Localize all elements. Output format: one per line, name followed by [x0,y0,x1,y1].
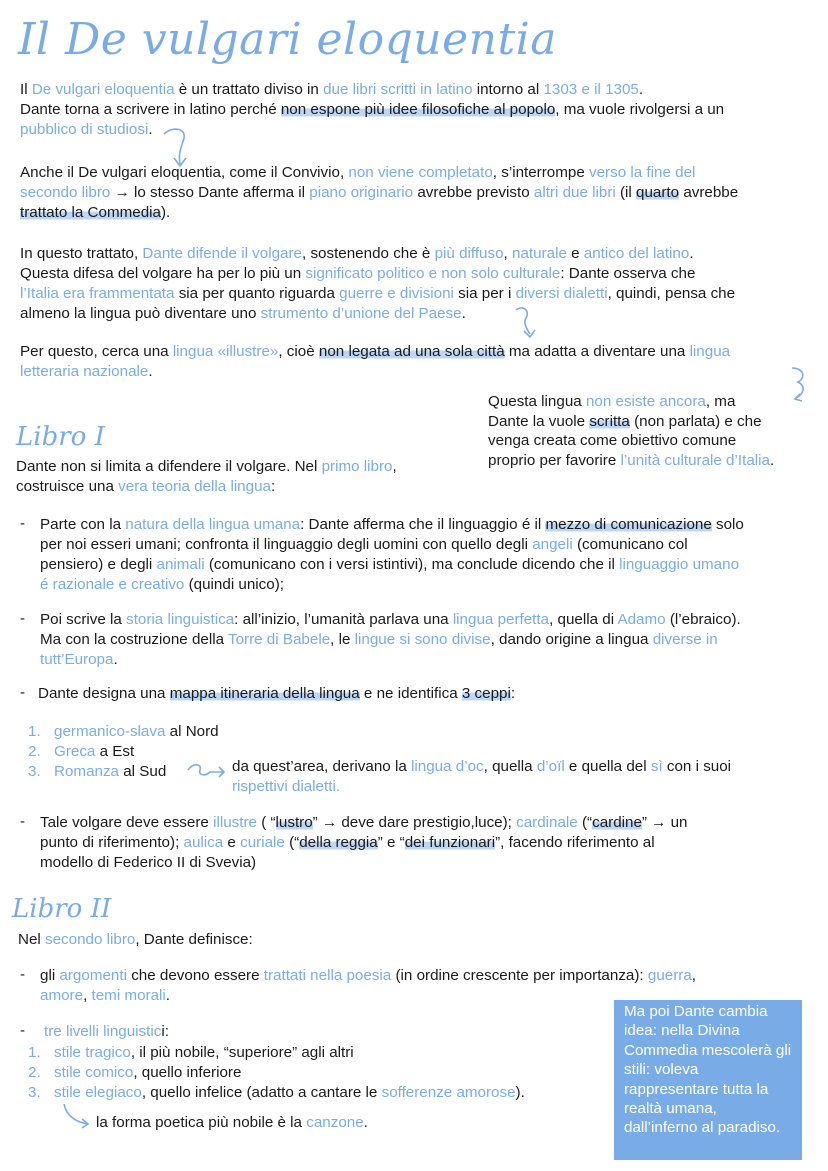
libro-1-heading: Libro I [16,422,105,452]
list-item: tre livelli linguistici: [44,1023,169,1040]
bullet-dash: - [20,966,26,983]
bullet-dash: - [20,684,26,701]
illustre-paragraph: Per questo, cerca una lingua «illustre», cioè non legata ad una sola città ma adatta a diventare una lingua letteraria nazionale. [20,343,731,380]
page-title: Il De vulgari eloquentia [18,14,557,65]
canzone-note: la forma poetica più nobile è la canzone. [96,1114,368,1131]
romanza-note: da quest’area, derivano la lingua d’oc, quella d’oïl e quella del sì con i suoi rispettivi dialetti. [232,758,732,795]
libro-1-intro: Dante non si limita a difendere il volgare. Nel primo libro, costruisce una vera teoria della lingua: [16,458,397,495]
list-item: 3. stile elegiaco, quello infelice (adatto a cantare le sofferenze amorose). [28,1084,525,1101]
curly-arrow-icon [186,760,228,780]
defense-paragraph: In questo trattato, Dante difende il volgare, sostenendo che è più diffuso, naturale e antico del latino. Questa difesa del volgare ha per lo più un significato politico e non solo culturale: Dante osserva che l’Italia era frammentata sia per quanto riguarda guerre e divisioni sia per i diversi dialetti, quindi, pensa che almeno la lingua può diventare uno strumento d’unione del Paese. [20,245,736,322]
list-item: 1. germanico-slava al Nord [28,723,219,740]
stili-list [28,1043,608,1103]
completion-paragraph: Anche il De vulgari eloquentia, come il Convivio, non viene completato, s’interrompe verso la fine del secondo libro → lo stesso Dante afferma il piano originario avrebbe previsto altri due libri (il quarto avrebbe trattato la Commedia). [20,164,739,221]
curved-arrow-icon [60,1102,92,1128]
list-item: Parte con la natura della lingua umana: Dante afferma che il linguaggio é il mezzo di comunicazione solo per noi esseri umani; confronta il linguaggio degli uomini con quello degli angeli (comunicano col pensiero) e degli animali (comunicano con i versi istintivi), ma conclude dicendo che il linguaggio umano é razionale e creativo (quindi unico); [40,516,744,593]
note-box: Ma poi Dante cambia idea: nella Divina Commedia mescolerà gli stili: voleva rappresentare tutta la realtà umana, dall’inferno al paradiso. [614,1000,802,1160]
intro-paragraph: Il De vulgari eloquentia è un trattato diviso in due libri scritti in latino intorno al 1303 e il 1305. Dante torna a scrivere in latino perché non espone più idee filosofiche al popolo, ma vuole rivolgersi a un pubblico di studiosi. [20,81,725,138]
curved-arrow-icon [512,304,542,340]
libro-2-intro: Nel secondo libro, Dante definisce: [18,931,253,948]
bullet-dash: - [20,1022,26,1039]
bullet-dash: - [20,813,26,830]
list-item: Poi scrive la storia linguistica: all’inizio, l’umanità parlava una lingua perfetta, quella di Adamo (l’ebraico). Ma con la costruzione della Torre di Babele, le lingue si sono divise, dando origine a lingua diverse in tutt’Europa. [40,611,741,668]
list-item: 2. Greca a Est [28,743,135,760]
list-item: Dante designa una mappa itineraria della lingua e ne identifica 3 ceppi: [38,685,516,702]
libro-2-heading: Libro II [12,894,112,924]
list-item: gli argomenti che devono essere trattati nella poesia (in ordine crescente per importanza): guerra, amore, temi morali. [40,967,697,1004]
side-note: Questa lingua non esiste ancora, ma Dante la vuole scritta (non parlata) e che venga creata come obiettivo comune proprio per favorire l’unità culturale d’Italia. [488,393,775,469]
list-item: 1. stile tragico, il più nobile, “superiore” agli altri [28,1044,354,1061]
list-item: 2. stile comico, quello inferiore [28,1064,242,1081]
list-item: Tale volgare deve essere illustre ( “lustro” → deve dare prestigio,luce); cardinale (“cardine” → un punto di riferimento); aulica e curiale (“della reggia” e “dei funzionari”, facendo riferimento al modello di Federico II di Svevia) [40,814,688,871]
bullet-dash: - [20,515,26,532]
list-item: 3. Romanza al Sud [28,763,167,780]
bullet-dash: - [20,610,26,627]
